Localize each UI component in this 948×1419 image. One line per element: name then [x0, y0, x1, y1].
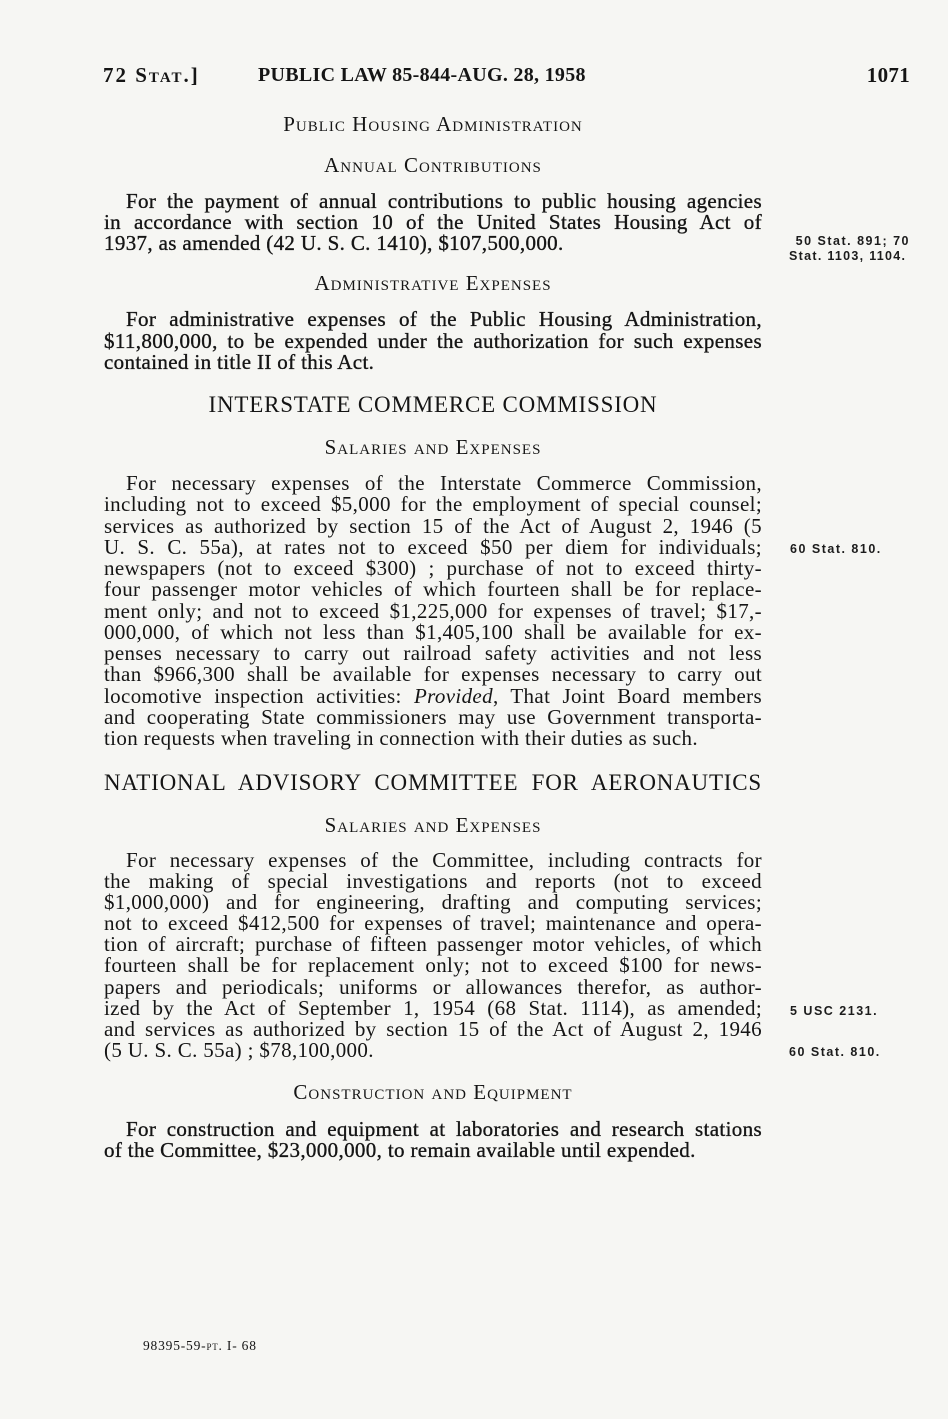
subheading-salaries-and-expenses: Salaries and Expenses: [324, 813, 542, 837]
paragraph-line: For necessary expenses of the Interstate Commerce Commission,: [126, 471, 762, 495]
paragraph-line: $1,000,000) and for engineering, drafting and computing services;: [104, 890, 762, 915]
paragraph-line: For construction and equipment at laboratories and research stations: [126, 1117, 762, 1141]
line-text: locomotive inspection activities:: [104, 683, 414, 708]
agency-heading-interstate-commerce: INTERSTATE COMMERCE COMMISSION: [208, 392, 658, 417]
paragraph-line: penses necessary to carry out railroad safety activities and not less: [104, 641, 762, 665]
paragraph-line: For the payment of annual contributions to public housing agencies: [126, 189, 762, 213]
paragraph-line: contained in title II of this Act.: [104, 350, 375, 374]
paragraph-line: four passenger motor vehicles of which fourteen shall be for replace-: [104, 577, 762, 602]
agency-heading-aeronautics-committee: NATIONAL ADVISORY COMMITTEE FOR AERONAUTICS: [104, 770, 762, 795]
paragraph-line: including not to exceed $5,000 for the employment of special counsel;: [104, 492, 762, 517]
paragraph-line: papers and periodicals; uniforms or allowances therefor, as author-: [104, 974, 762, 999]
paragraph-line: not to exceed $412,500 for expenses of travel; maintenance and opera-: [104, 911, 762, 936]
paragraph-line: in accordance with section 10 of the United States Housing Act of: [104, 210, 762, 234]
margin-citation-line: Stat. 1103, 1104.: [789, 249, 907, 263]
subheading-construction-and-equipment: Construction and Equipment: [293, 1080, 573, 1104]
running-title: PUBLIC LAW 85-844-AUG. 28, 1958: [258, 64, 586, 86]
margin-citation-line: 60 Stat. 810.: [790, 542, 882, 556]
paragraph-line: tion of aircraft; purchase of fifteen passenger motor vehicles, of which: [104, 932, 762, 957]
annual-contributions-paragraph: [104, 191, 762, 254]
paragraph-line: U. S. C. 55a), at rates not to exceed $50 per diem for individuals;: [104, 534, 762, 559]
paragraph-line: ized by the Act of September 1, 1954 (68 Stat. 1114), as amended;: [104, 995, 762, 1020]
paragraph-line: of the Committee, $23,000,000, to remain available until expended.: [104, 1138, 696, 1162]
margin-citation-line: 60 Stat. 810.: [789, 1045, 881, 1059]
margin-citation-line: 5 USC 2131.: [790, 1004, 879, 1018]
subheading-annual-contributions: Annual Contributions: [324, 153, 542, 177]
subheading-salaries-and-expenses: Salaries and Expenses: [324, 435, 542, 459]
margin-citation: [789, 234, 910, 264]
agency-heading-public-housing: Public Housing Administration: [283, 112, 583, 136]
icc-salaries-paragraph: [104, 473, 762, 749]
subheading-administrative-expenses: Administrative Expenses: [314, 271, 552, 295]
paragraph-line: [104, 683, 762, 708]
paragraph-line: For necessary expenses of the Committee, including contracts for: [126, 848, 762, 872]
paragraph-line: $11,800,000, to be expended under the authorization for such expenses: [104, 328, 762, 353]
page-number: 1071: [866, 63, 910, 87]
paragraph-line: newspapers (not to exceed $300) ; purchase of not to exceed thirty-: [104, 556, 762, 580]
volume-reference: 72 Stat.]: [103, 63, 200, 87]
proviso-italic: Provided: [413, 683, 493, 708]
paragraph-line: For administrative expenses of the Public Housing Administration,: [126, 307, 762, 331]
paragraph-line: the making of special investigations and reports (not to exceed: [104, 869, 762, 894]
paragraph-line: and cooperating State commissioners may use Government transporta-: [104, 704, 762, 729]
paragraph-line: ment only; and not to exceed $1,225,000 for expenses of travel; $17,-: [104, 598, 762, 623]
naca-salaries-paragraph: [104, 850, 762, 1061]
paragraph-line: 000,000, of which not less than $1,405,100 shall be available for ex-: [104, 619, 762, 644]
administrative-expenses-paragraph: [104, 309, 762, 374]
margin-citation: [790, 542, 882, 557]
line-text: , That Joint Board members: [492, 683, 762, 708]
paragraph-line: 1937, as amended (42 U. S. C. 1410), $107,500,000.: [104, 231, 564, 255]
margin-citation: [790, 1004, 878, 1019]
printer-imprint: 98395-59-pt. I- 68: [143, 1338, 257, 1353]
paragraph-line: than $966,300 shall be available for expenses necessary to carry out: [104, 662, 762, 687]
paragraph-line: services as authorized by section 15 of the Act of August 2, 1946 (5: [104, 513, 762, 538]
margin-citation-line: 50 Stat. 891; 70: [795, 234, 910, 248]
margin-citation: [789, 1045, 881, 1060]
paragraph-line: fourteen shall be for replacement only; not to exceed $100 for news-: [104, 953, 762, 978]
paragraph-line: and services as authorized by section 15 of the Act of August 2, 1946: [104, 1016, 762, 1041]
construction-equipment-paragraph: [104, 1119, 762, 1161]
paragraph-line: (5 U. S. C. 55a) ; $78,100,000.: [104, 1037, 374, 1062]
paragraph-line: tion requests when traveling in connection with their duties as such.: [104, 726, 698, 750]
